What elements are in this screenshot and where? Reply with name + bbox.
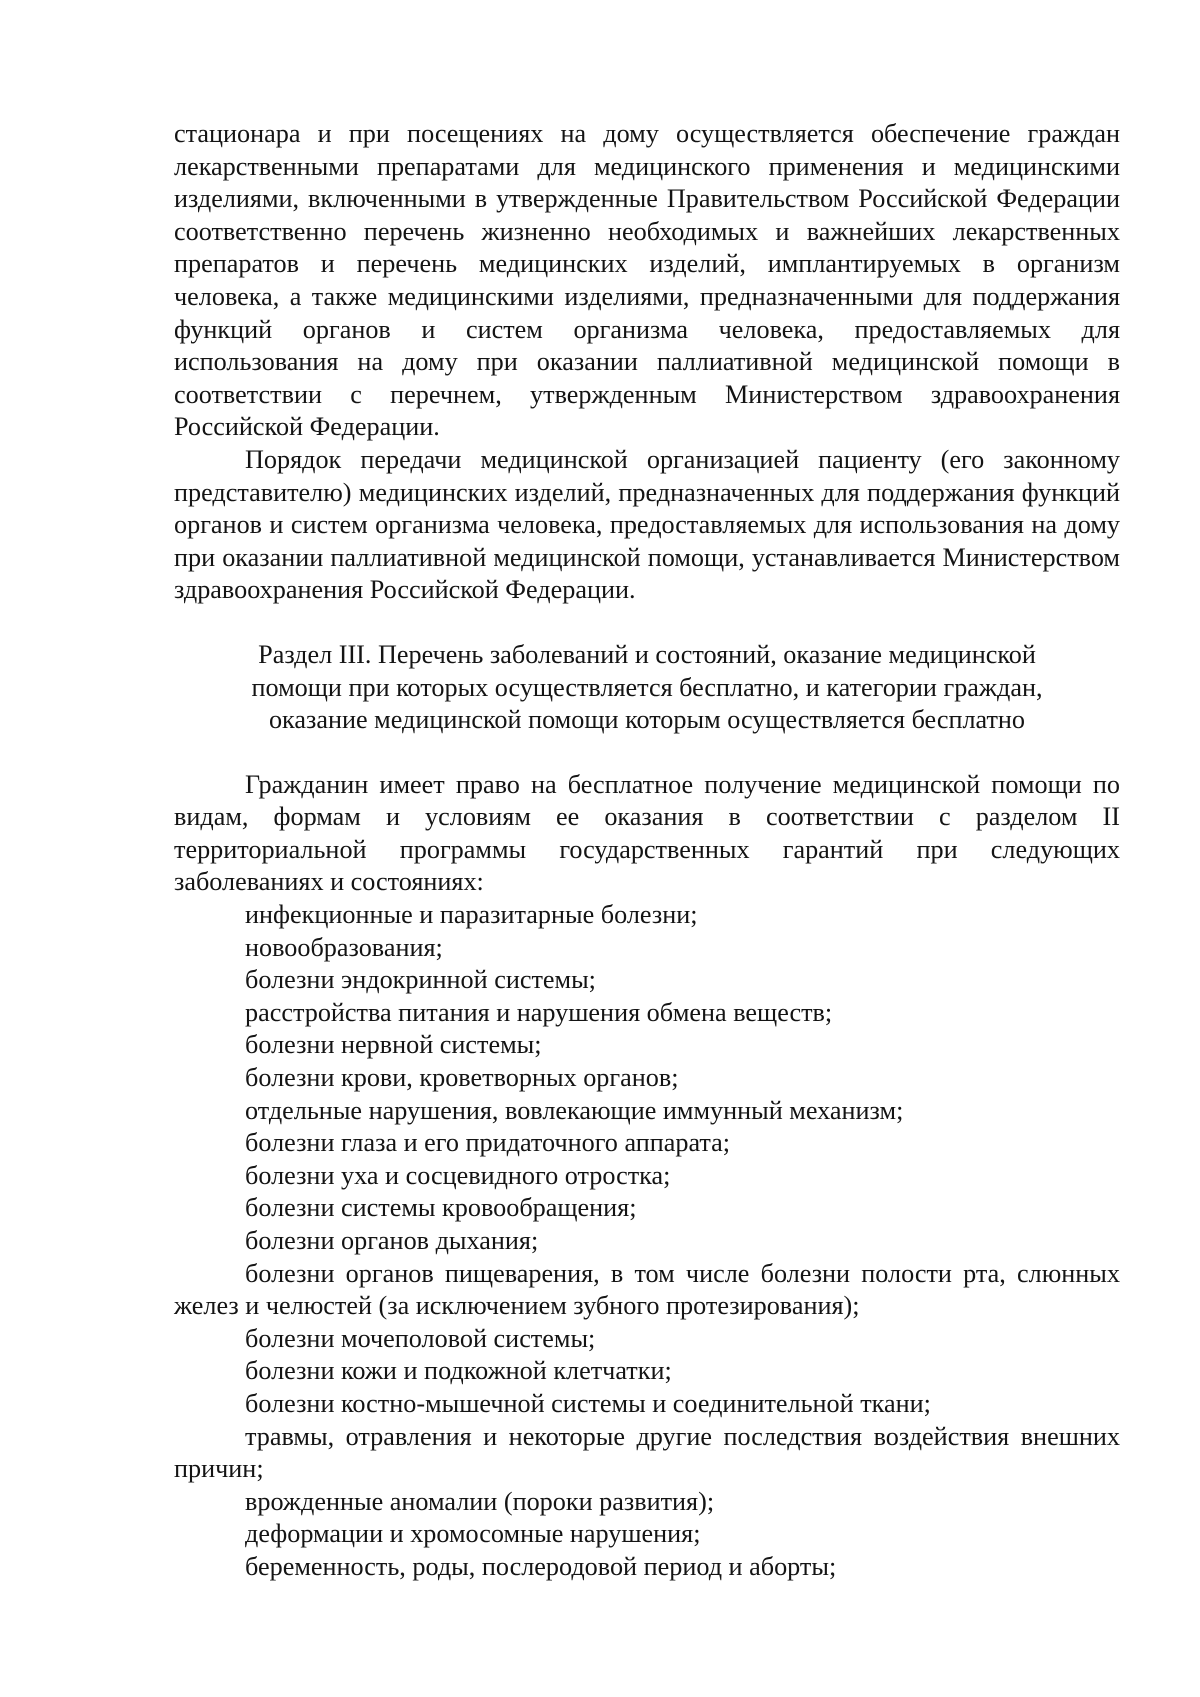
list-item: болезни нервной системы; [245,1030,542,1060]
list-item: болезни костно-мышечной системы и соединительной ткани; [245,1388,931,1418]
intro-paragraph: Гражданин имеет право на бесплатное получение медицинской помощи по видам, формам и условиям ее оказания в соответствии с разделом II территориальной программы государственных гарантий при следующих заболеваниях и состояниях: [174,769,1120,897]
list-item: расстройства питания и нарушения обмена веществ; [245,997,833,1027]
list-item: врожденные аномалии (пороки развития); [245,1486,715,1516]
list-item: болезни эндокринной системы; [245,965,596,995]
list-item: болезни мочеполовой системы; [245,1323,596,1353]
list-item: болезни уха и сосцевидного отростка; [245,1160,671,1190]
list-item: инфекционные и паразитарные болезни; [245,900,698,930]
section-heading-line: Раздел III. Перечень заболеваний и состояний, оказание медицинской [258,639,1036,669]
list-item: травмы, отравления и некоторые другие последствия воздействия внешних причин; [174,1421,1120,1484]
continued-paragraph: стационара и при посещениях на дому осуществляется обеспечение граждан лекарственными препаратами для медицинского применения и медицинскими изделиями, включенными в утвержденные Правительством Российской Федерации соответственно перечень жизненно необходимых и важнейших лекарственных препаратов и перечень медицинских изделий, имплантируемых в организм человека, а также медицинскими изделиями, предназначенными для поддержания функций органов и систем организма человека, предоставляемых для использования на дому при оказании паллиативной медицинской помощи в соответствии с перечнем, утвержденным Министерством здравоохранения Российской Федерации. [174,119,1120,442]
list-item: болезни глаза и его придаточного аппарата; [245,1128,731,1158]
list-item: деформации и хромосомные нарушения; [245,1519,701,1549]
document-body [174,118,1120,1584]
list-item: отдельные нарушения, вовлекающие иммунный механизм; [245,1095,904,1125]
list-item: болезни системы кровообращения; [245,1193,637,1223]
list-item: болезни органов пищеварения, в том числе болезни полости рта, слюнных желез и челюстей (за исключением зубного протезирования); [174,1258,1120,1321]
conditions-list [174,899,1120,1583]
list-item: беременность, роды, послеродовой период и аборты; [245,1551,837,1581]
section-heading [174,639,1120,737]
list-item: новообразования; [245,932,443,962]
list-item: болезни органов дыхания; [245,1226,539,1255]
list-item: болезни крови, кроветворных органов; [245,1063,679,1093]
transfer-procedure-paragraph: Порядок передачи медицинской организацией пациенту (его законному представителю) медицинских изделий, предназначенных для поддержания функций органов и систем организма человека, предоставляемых для использования на дому при оказании паллиативной медицинской помощи, устанавливается Министерством здравоохранения Российской Федерации. [174,444,1120,605]
section-heading-line: оказание медицинской помощи которым осуществляется бесплатно [268,705,1026,735]
list-item: болезни кожи и подкожной клетчатки; [245,1356,672,1386]
section-heading-line: помощи при которых осуществляется бесплатно, и категории граждан, [251,672,1043,702]
